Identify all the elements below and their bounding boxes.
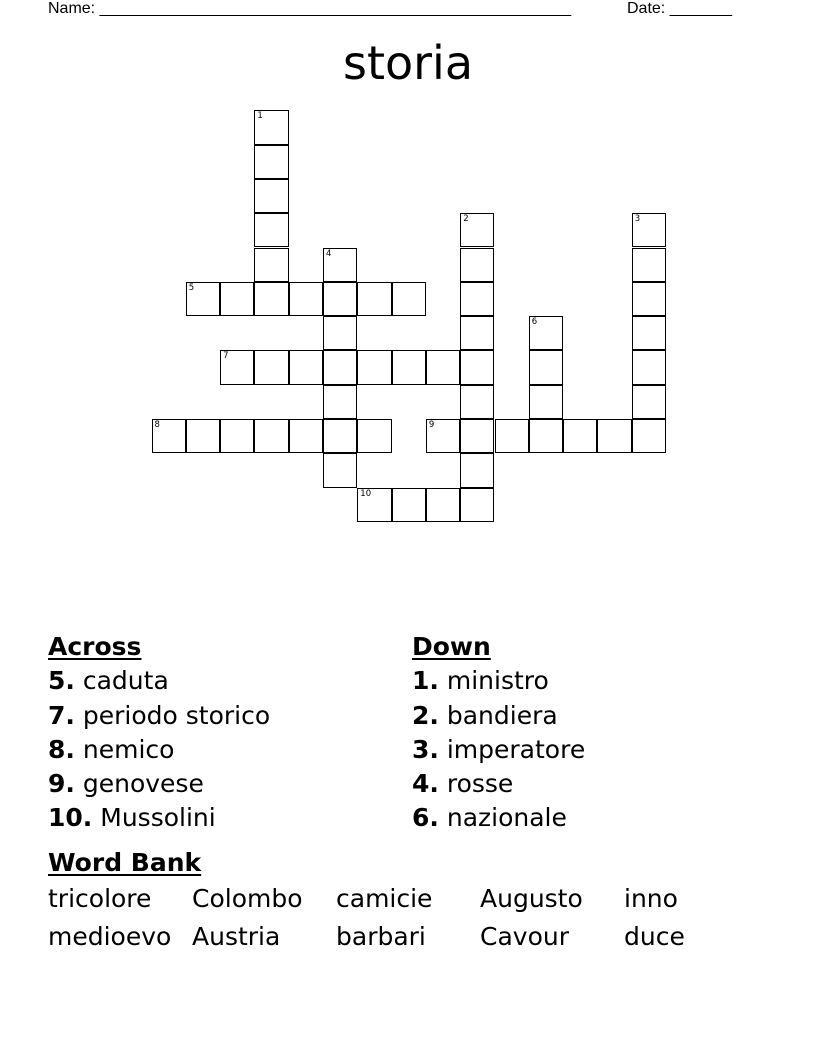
clue-number: 3. — [412, 734, 439, 764]
crossword-cell[interactable] — [186, 282, 220, 316]
word-bank-word: Austria — [192, 922, 281, 952]
crossword-cell[interactable] — [392, 488, 426, 522]
crossword-cell[interactable] — [495, 419, 529, 453]
clue-text: nazionale — [446, 803, 567, 833]
cell-number: 10 — [360, 488, 372, 499]
clue-number: 10. — [48, 803, 93, 833]
clue-text: periodo storico — [82, 700, 271, 730]
crossword-cell[interactable] — [460, 316, 494, 350]
crossword-cell[interactable] — [357, 419, 391, 453]
word-bank-word: duce — [624, 922, 685, 952]
name-field: Name: _____________________________________________________ — [48, 0, 572, 17]
cell-number: 3 — [634, 214, 641, 225]
crossword-cell[interactable] — [597, 419, 631, 453]
crossword-cell[interactable] — [632, 316, 666, 350]
crossword-cell[interactable] — [254, 282, 288, 316]
clue-text: ministro — [446, 666, 549, 696]
crossword-cell[interactable] — [426, 488, 460, 522]
word-bank — [48, 846, 788, 956]
word-bank-word: Cavour — [480, 922, 569, 952]
crossword-cell[interactable] — [254, 419, 288, 453]
crossword-cell[interactable] — [460, 213, 494, 247]
across-heading: Across — [48, 632, 142, 661]
across-clue — [48, 699, 270, 733]
across-clue — [48, 767, 270, 801]
crossword-cell[interactable] — [632, 419, 666, 453]
clue-text: imperatore — [446, 734, 586, 764]
crossword-cell[interactable] — [323, 282, 357, 316]
crossword-cell[interactable] — [460, 248, 494, 282]
down-clue — [412, 767, 585, 801]
crossword-cell[interactable] — [254, 213, 288, 247]
crossword-cell[interactable] — [323, 350, 357, 384]
crossword-cell[interactable] — [632, 385, 666, 419]
cell-number: 7 — [223, 351, 229, 362]
down-clues — [412, 630, 585, 836]
cell-number: 4 — [326, 248, 332, 259]
crossword-cell[interactable] — [426, 419, 460, 453]
across-clues — [48, 630, 270, 836]
word-bank-word: camicie — [336, 884, 433, 914]
clue-number: 5. — [48, 666, 75, 696]
clue-text: rosse — [446, 769, 514, 799]
crossword-cell[interactable] — [426, 350, 460, 384]
crossword-cell[interactable] — [323, 385, 357, 419]
clue-number: 4. — [412, 769, 439, 799]
crossword-cell[interactable] — [632, 248, 666, 282]
word-bank-word: inno — [624, 884, 678, 914]
crossword-cell[interactable] — [323, 248, 357, 282]
across-clue — [48, 664, 270, 698]
cell-number: 2 — [463, 214, 469, 225]
word-bank-word: medioevo — [48, 922, 172, 952]
crossword-cell[interactable] — [254, 145, 288, 179]
cell-number: 5 — [188, 282, 195, 293]
crossword-cell[interactable] — [460, 350, 494, 384]
word-bank-word: Augusto — [480, 884, 583, 914]
crossword-cell[interactable] — [323, 316, 357, 350]
crossword-cell[interactable] — [392, 282, 426, 316]
crossword-cell[interactable] — [529, 350, 563, 384]
crossword-cell[interactable] — [529, 385, 563, 419]
clue-text: genovese — [82, 769, 204, 799]
cell-number: 1 — [257, 111, 263, 122]
crossword-cell[interactable] — [632, 350, 666, 384]
word-bank-row — [48, 880, 788, 918]
clue-number: 1. — [412, 666, 439, 696]
crossword-cell[interactable] — [563, 419, 597, 453]
crossword-cell[interactable] — [632, 282, 666, 316]
word-bank-word: tricolore — [48, 884, 152, 914]
crossword-cell[interactable] — [392, 350, 426, 384]
crossword-cell[interactable] — [460, 453, 494, 487]
crossword-cell[interactable] — [529, 316, 563, 350]
cell-number: 6 — [531, 317, 538, 328]
crossword-cell[interactable] — [460, 488, 494, 522]
crossword-cell[interactable] — [357, 350, 391, 384]
crossword-cell[interactable] — [220, 282, 254, 316]
crossword-cell[interactable] — [460, 385, 494, 419]
word-bank-heading: Word Bank — [48, 848, 202, 877]
crossword-cell[interactable] — [220, 350, 254, 384]
crossword-cell[interactable] — [186, 419, 220, 453]
cell-number: 9 — [428, 420, 435, 430]
down-clue — [412, 801, 585, 835]
date-field: Date: _______ — [627, 0, 732, 17]
crossword-cell[interactable] — [254, 350, 288, 384]
crossword-cell[interactable] — [289, 350, 323, 384]
clue-text: nemico — [82, 734, 175, 764]
down-heading: Down — [412, 632, 491, 661]
crossword-cell[interactable] — [632, 213, 666, 247]
crossword-cell[interactable] — [254, 179, 288, 213]
down-clue — [412, 699, 585, 733]
cell-number: 8 — [154, 420, 160, 430]
crossword-cell[interactable] — [529, 419, 563, 453]
clue-text: caduta — [82, 666, 169, 696]
crossword-cell[interactable] — [357, 282, 391, 316]
down-clue — [412, 733, 585, 767]
crossword-cell[interactable] — [460, 419, 494, 453]
crossword-cell[interactable] — [460, 282, 494, 316]
word-bank-word: Colombo — [192, 884, 303, 914]
clue-number: 7. — [48, 700, 75, 730]
clue-number: 2. — [412, 700, 439, 730]
crossword-cell[interactable] — [323, 453, 357, 487]
crossword-cell[interactable] — [323, 419, 357, 453]
down-clue — [412, 664, 585, 698]
crossword-cell[interactable] — [289, 282, 323, 316]
word-bank-row — [48, 918, 788, 956]
clue-text: bandiera — [446, 700, 558, 730]
crossword-cell[interactable] — [220, 419, 254, 453]
page-title: storia — [342, 36, 474, 90]
crossword-cell[interactable] — [152, 419, 186, 453]
clue-number: 9. — [48, 769, 75, 799]
crossword-cell[interactable] — [254, 110, 288, 144]
across-clue — [48, 733, 270, 767]
clue-number: 8. — [48, 734, 75, 764]
across-clue — [48, 801, 270, 835]
clue-text: Mussolini — [100, 803, 216, 833]
crossword-cell[interactable] — [357, 488, 391, 522]
crossword-cell[interactable] — [254, 248, 288, 282]
clue-number: 6. — [412, 803, 439, 833]
word-bank-word: barbari — [336, 922, 426, 952]
crossword-cell[interactable] — [289, 419, 323, 453]
